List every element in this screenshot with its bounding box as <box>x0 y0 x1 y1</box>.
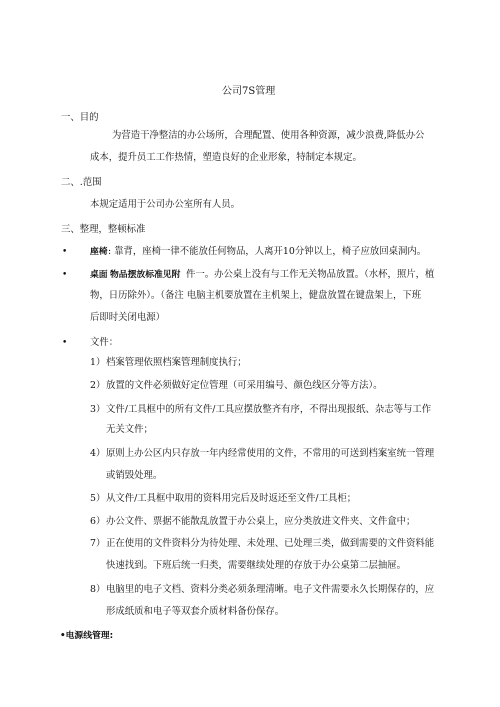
list-number: 3） <box>90 404 106 415</box>
list-number: 5） <box>90 493 106 504</box>
list-item-line: 从文件/工具框中取用的资料用完后及时返还至文件/工具柜； <box>106 493 357 504</box>
bullet-chair-line-1: : 靠背，座椅一律不能放任何物品，人离开10分钟以上，椅子应放回桌洞内。 <box>108 246 427 257</box>
purpose-line-1: 为营造干净整洁的办公场所，合理配置、使用各种资源，减少浪费,降低办公 <box>112 130 425 141</box>
bullet-label-desk: 桌面 <box>90 270 108 280</box>
bullet-marker: • <box>62 270 68 280</box>
bullet-desk-line-3: 后即时关闭电源） <box>90 312 166 323</box>
bullet-files-label: 文件： <box>90 337 119 348</box>
list-item-line: 原则上办公区内只存放一年内经常使用的文件，不常用的可送到档案室统一管理 <box>106 448 435 459</box>
section-heading-scope: 二、.范围 <box>61 177 102 188</box>
list-item-line: 办公文件、票据不能散乱放置于办公桌上，应分类放进文件夹、文件盒中； <box>106 516 416 527</box>
list-item-line: 放置的文件必须做好定位管理（可采用编号、颜色线区分等方法）。 <box>106 380 383 391</box>
list-item-line: 电脑里的电子文档、资料分类必须条理清晰。电子文件需要永久长期保存的，应 <box>106 584 435 595</box>
list-number: 7） <box>90 538 106 549</box>
list-number: 8） <box>90 584 106 595</box>
purpose-line-2: 成本，提升员工工作热情，塑造良好的企业形象，特制定本规定。 <box>90 152 362 163</box>
bullet-power-cable: •电源线管理: <box>60 631 114 641</box>
bullet-marker: • <box>62 247 68 257</box>
list-item-line: 正在使用的文件资料分为待处理、未处理、已处理三类，做到需要的文件资料能 <box>106 538 435 549</box>
list-number: 2） <box>90 380 106 391</box>
list-item-line: 形成纸质和电子等双套介质材料备份保存。 <box>106 606 285 617</box>
list-item-line: 无关文件； <box>106 424 153 435</box>
list-number: 1） <box>90 357 106 368</box>
list-item-line: 快速找到。下班后统一归类，需要继续处理的存放于办公桌第二层抽屉。 <box>106 560 407 571</box>
section-heading-purpose: 一、目的 <box>61 112 99 123</box>
bullet-desk-line-1: 件一。办公桌上没有与工作无关物品放置。（水杯，照片，植 <box>186 269 435 280</box>
scope-line-1: 本规定适用于公司办公室所有人员。 <box>90 199 241 210</box>
list-item-line: 文件/工具框中的所有文件/工具应摆放整齐有序，不得出现报纸、杂志等与工作 <box>106 404 432 415</box>
list-number: 4） <box>90 448 106 459</box>
list-item-line: 档案管理依照档案管理制度执行； <box>106 357 247 368</box>
bullet-desk-standard-label: 物品摆放标准见附 <box>110 270 181 280</box>
page-title: 公司7S管理 <box>222 86 276 97</box>
bullet-marker: • <box>62 338 68 348</box>
list-item-line: 或销毁处理。 <box>106 470 163 481</box>
section-heading-standards: 三、整理，整顿标准 <box>61 224 146 235</box>
list-number: 6） <box>90 516 106 527</box>
bullet-desk-line-2: 物，日历除外）。（备注 电脑主机要放置在主机架上，健盘放置在键盘架上，下班 <box>90 290 422 301</box>
bullet-label-chair: 座椅 <box>90 247 108 257</box>
